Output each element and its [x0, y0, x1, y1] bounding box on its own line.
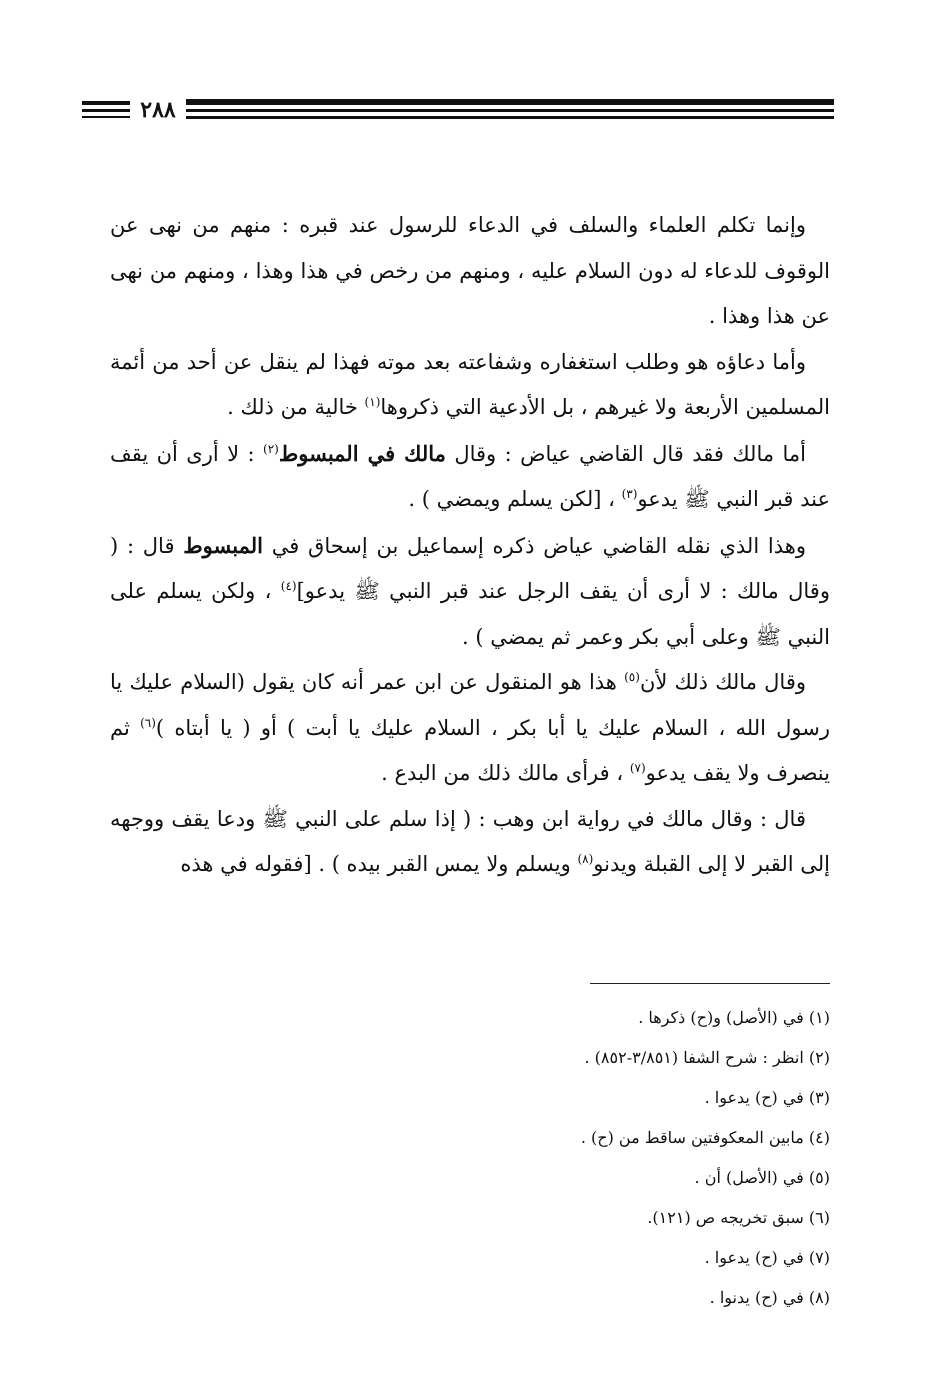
bold-term: مالك في المبسوط: [278, 440, 446, 466]
footnote: (٥) في (الأصل) أن .: [694, 1168, 830, 1187]
page-number: ٢٨٨: [140, 97, 176, 123]
footnote: (٢) انظر : شرح الشفا (٣/٨٥١-٨٥٢) .: [584, 1048, 830, 1067]
text-segment: ، فرأى مالك ذلك من البدع .: [381, 761, 630, 785]
header-rule-left: [82, 101, 130, 105]
text-segment: : لا أرى أن يقف عند قبر النبي ﷺ يدعو: [110, 441, 830, 511]
text-segment: ثم ينصرف ولا يقف يدعو: [110, 715, 830, 785]
footnote: (٦) سبق تخريجه ص (١٢١).: [647, 1208, 830, 1227]
header-rule-right: [186, 109, 834, 112]
text-segment: وقال مالك ذلك لأن: [639, 670, 807, 694]
body-paragraph: [110, 523, 830, 661]
text-segment: وهذا الذي نقله القاضي عياض ذكره إسماعيل بن إسحاق في: [262, 533, 806, 558]
text-segment: قال : وقال مالك في رواية ابن وهب : ( إذا سلم على النبي ﷺ ودعا يقف ووجهه إلى القبر لا إلى القبلة ويدنو: [110, 806, 830, 876]
body-paragraph: [110, 797, 830, 888]
bold-term: المبسوط: [183, 532, 263, 558]
text-segment: وإنما تكلم العلماء والسلف في الدعاء للرسول عند قبره : منهم من نهى عن الوقوف للدعاء له دون السلام عليه ، ومنهم من رخص في هذا وهذا ، ومنهم من نهى عن هذا وهذا .: [110, 213, 830, 328]
header-rule-left: [82, 109, 130, 112]
text-segment: خالية من ذلك .: [227, 395, 365, 419]
header-rule-right: [186, 116, 834, 119]
header-rule-left: [82, 116, 130, 118]
text-segment: ، [لكن يسلم ويمضي ) .: [408, 487, 622, 511]
body-paragraph: [110, 660, 830, 797]
footnote-marker: (٤): [280, 579, 297, 593]
text-segment: ، ولكن يسلم على النبي ﷺ وعلى أبي بكر وعمر ثم يمضي ) .: [110, 579, 830, 649]
header-rule-right: [186, 99, 834, 105]
body-paragraph: [110, 340, 830, 431]
body-paragraph: [110, 431, 830, 523]
footnote-marker: (٦): [140, 715, 156, 730]
footnote: (٣) في (ح) يدعوا .: [704, 1088, 830, 1107]
main-text: [110, 203, 830, 888]
text-segment: وأما دعاؤه هو وطلب استغفاره وشفاعته بعد موته فهذا لم ينقل عن أحد من أئمة المسلمين الأربعة ولا غيرهم ، بل الأدعية التي ذكروها: [110, 349, 830, 419]
footnote-marker: (٨): [577, 852, 594, 866]
text-segment: هذا هو المنقول عن ابن عمر أنه كان يقول (السلام عليك يا رسول الله ، السلام عليك يا أبا بكر ، السلام عليك يا أبت ) أو ( يا أبتاه ): [110, 670, 831, 740]
footnote: (١) في (الأصل) و(ح) ذكرها .: [638, 1008, 830, 1027]
footnote-marker: (٥): [624, 670, 640, 684]
text-segment: قال : ( وقال مالك : لا أرى أن يقف الرجل عند قبر النبي ﷺ يدعو]: [110, 533, 830, 603]
footnote-marker: (٣): [621, 487, 638, 501]
body-paragraph: [110, 203, 830, 340]
footnotes: [400, 998, 830, 1318]
text-segment: ويسلم ولا يمس القبر بيده ) . [فقوله في هذه: [180, 852, 578, 876]
footnote: (٨) في (ح) يدنوا .: [709, 1288, 830, 1307]
text-segment: أما مالك فقد قال القاضي عياض : وقال: [445, 441, 806, 466]
footnote: (٧) في (ح) يدعوا .: [704, 1248, 830, 1267]
footnote-marker: (٧): [629, 761, 646, 775]
footnote-marker: (٢): [263, 441, 279, 456]
footnote-divider: [590, 983, 830, 984]
footnote: (٤) مابين المعكوفتين ساقط من (ح) .: [580, 1128, 830, 1147]
footnote-marker: (١): [364, 395, 381, 409]
page-header: [82, 95, 834, 127]
